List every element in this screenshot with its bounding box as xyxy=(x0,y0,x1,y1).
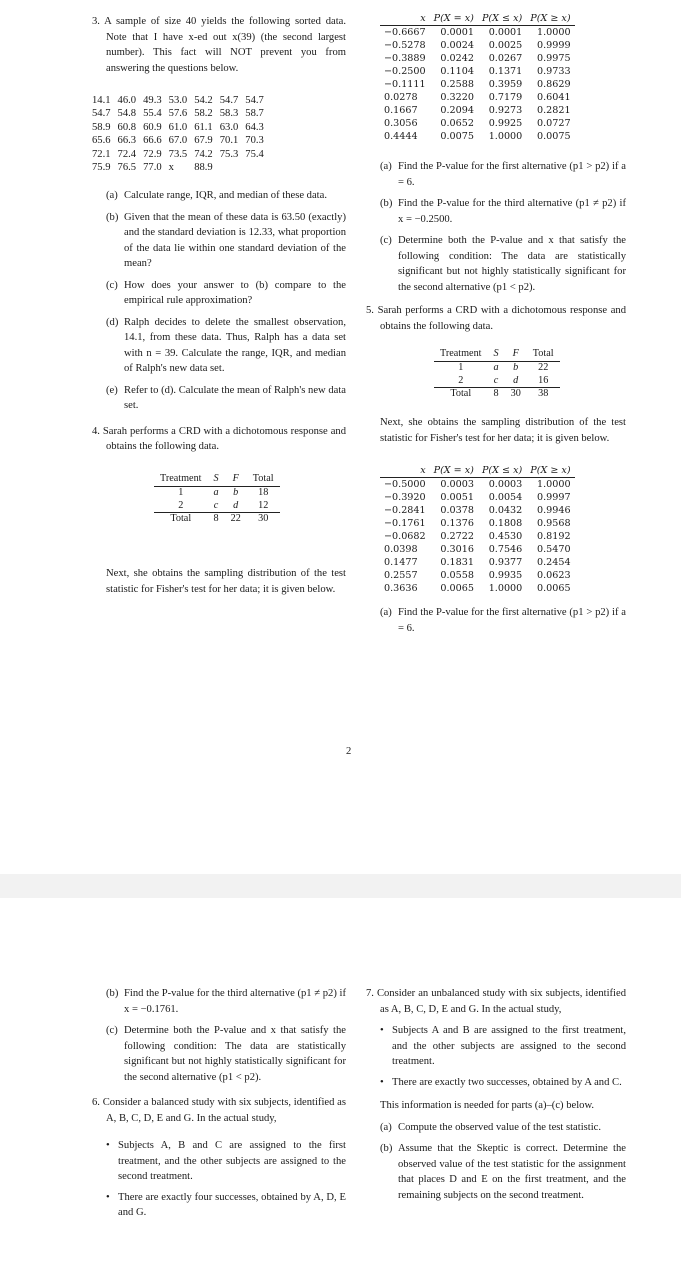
table-cell: 0.0001 xyxy=(488,27,523,38)
data-cell: 58.7 xyxy=(245,108,264,120)
table-cell: 0.1808 xyxy=(488,518,523,530)
column-header: F xyxy=(505,348,527,361)
column-header: P(X = x) xyxy=(430,464,478,478)
table-cell: 0.9935 xyxy=(488,570,523,582)
question-part xyxy=(380,159,626,190)
bullet-item xyxy=(366,1023,626,1070)
data-cell: 70.3 xyxy=(245,135,264,147)
table-cell: 0.0065 xyxy=(537,583,571,595)
total-cell: 22 xyxy=(225,513,247,526)
q3-intro: 3. A sample of size 40 yields the following sorted data. Note that I have x-ed out x(39) (the second largest number). This fact will NOT prevent you from answering the questions below. xyxy=(92,16,346,74)
total-cell: Total xyxy=(154,513,208,526)
table-cell: −0.3889 xyxy=(384,53,426,64)
data-cell: 66.3 xyxy=(117,135,137,147)
table-cell: 0.3959 xyxy=(488,79,523,90)
part-text: Find the P-value for the first alternative (p1 > p2) if a = 6. xyxy=(398,607,626,634)
data-row xyxy=(92,134,271,147)
table-cell: 0.5470 xyxy=(537,544,571,556)
table-cell: 0.0558 xyxy=(440,570,474,582)
data-cell: 49.3 xyxy=(143,95,162,106)
table-row xyxy=(380,491,575,504)
part-label: (c) xyxy=(380,235,392,246)
bullet-icon: • xyxy=(106,1191,110,1203)
table-cell: 0.1831 xyxy=(440,557,474,569)
column-header: F xyxy=(225,473,247,486)
part-text: Find the P-value for the third alternative (p1 ≠ p2) if x = −0.2500. xyxy=(398,198,626,225)
question-part xyxy=(106,188,346,204)
table-cell: 0.2454 xyxy=(537,557,571,569)
question-part xyxy=(106,315,346,377)
table-cell: d xyxy=(233,499,239,511)
q5-intro: 5. Sarah performs a CRD with a dichotomous response and obtains the following data. xyxy=(366,305,626,332)
data-row xyxy=(92,121,271,134)
table-cell: 22 xyxy=(538,361,549,373)
table-cell: 0.2722 xyxy=(440,531,474,543)
bullet-text: Subjects A, B and C are assigned to the first treatment, and the other subjects are assigned to the second treatment. xyxy=(118,1140,346,1182)
table-cell: 0.3636 xyxy=(384,583,418,595)
part-text: Find the P-value for the third alternative (p1 ≠ p2) if x = −0.1761. xyxy=(124,988,346,1015)
table-cell: b xyxy=(513,361,519,373)
data-cell: 72.1 xyxy=(92,148,111,160)
table-cell: 0.8629 xyxy=(537,79,571,90)
part-text: Compute the observed value of the test statistic. xyxy=(398,1121,601,1133)
part-label: (e) xyxy=(106,384,118,396)
table-cell: 0.0267 xyxy=(488,53,523,64)
bullet-icon: • xyxy=(380,1025,384,1036)
part-label: (a) xyxy=(380,161,392,172)
data-cell: 58.2 xyxy=(194,108,213,120)
table-row xyxy=(380,130,575,143)
table-cell: 0.9975 xyxy=(537,53,571,64)
data-cell: 67.0 xyxy=(168,135,188,147)
data-cell: 63.0 xyxy=(219,121,239,133)
total-cell: 30 xyxy=(247,513,280,526)
data-cell: 72.4 xyxy=(117,148,137,160)
table-cell: 0.9568 xyxy=(537,518,571,530)
table-row xyxy=(380,78,575,91)
table-cell: 0.0003 xyxy=(488,479,523,491)
table-row xyxy=(380,117,575,130)
table-row xyxy=(380,478,575,492)
table-row xyxy=(380,91,575,104)
data-cell: 57.6 xyxy=(168,108,188,120)
table-cell: −0.5000 xyxy=(384,479,426,491)
table-row xyxy=(380,65,575,78)
table-cell: 1.0000 xyxy=(537,27,571,38)
table-cell: −0.1111 xyxy=(384,79,426,90)
part-label: (a) xyxy=(380,1121,392,1133)
table-row xyxy=(380,543,575,556)
table-cell: −0.2500 xyxy=(384,66,426,77)
table-cell: 0.3016 xyxy=(440,544,474,556)
column-header: x xyxy=(380,464,430,478)
data-cell: 54.8 xyxy=(117,108,137,120)
table-cell: a xyxy=(493,361,499,373)
part-text: Determine both the P-value and x that satisfy the following condition: The data are statistically significant but not highly statistically significant for the second alternative (p1 < p2). xyxy=(398,235,626,293)
table-cell: 0.9999 xyxy=(537,40,571,51)
data-cell: 72.9 xyxy=(143,148,162,160)
q7-bullet-list xyxy=(366,1023,626,1090)
part-text: Assume that the Skeptic is correct. Determine the observed value of the test statistic for the assignment that places D and E on the first treatment, and the remaining subjects on the second treatment. xyxy=(398,1143,626,1201)
right-column xyxy=(366,12,626,642)
table-cell: 0.0001 xyxy=(440,27,474,38)
q4-distribution-table xyxy=(380,12,575,143)
table-cell: −0.0682 xyxy=(384,531,426,543)
data-cell: 54.2 xyxy=(194,95,213,106)
data-cell: 88.9 xyxy=(194,162,213,174)
total-cell: 8 xyxy=(488,388,505,401)
data-cell: 54.7 xyxy=(92,108,111,120)
data-cell: 75.9 xyxy=(92,162,111,174)
header-row xyxy=(154,473,280,486)
table-cell: 0.9273 xyxy=(488,105,523,116)
bullet-icon: • xyxy=(380,1076,384,1088)
table-cell: 0.0075 xyxy=(537,131,571,142)
part-text: Determine both the P-value and x that satisfy the following condition: The data are statistically significant but not highly statistically significant for the second alternative (p1 < p2). xyxy=(124,1025,346,1083)
column-header: P(X ≤ x) xyxy=(478,464,526,478)
data-cell xyxy=(220,161,246,174)
bullet-item xyxy=(366,1075,626,1091)
total-row xyxy=(154,513,280,526)
q4-intro: 4. Sarah performs a CRD with a dichotomous response and obtains the following data. xyxy=(92,425,346,453)
part-label: (c) xyxy=(106,1025,118,1036)
bullet-text: There are exactly two successes, obtained by A and C. xyxy=(392,1076,622,1088)
q5-contingency-table xyxy=(434,348,560,401)
table-cell: 0.8192 xyxy=(537,531,571,543)
table-cell: 0.0623 xyxy=(537,570,571,582)
table-row xyxy=(434,361,560,374)
right-column-2 xyxy=(366,986,626,1209)
table-cell: 0.1376 xyxy=(440,518,474,530)
table-cell: 0.1104 xyxy=(440,66,474,77)
total-cell: 8 xyxy=(208,513,225,526)
part-label: (a) xyxy=(380,607,392,619)
table-cell: 0.4530 xyxy=(488,531,523,543)
table-cell: 0.2557 xyxy=(384,570,418,582)
table-cell: d xyxy=(513,374,519,386)
data-cell: 53.0 xyxy=(168,95,188,106)
table-cell: a xyxy=(213,486,219,498)
q5-parts-continued xyxy=(92,986,346,1085)
table-cell: 2 xyxy=(458,374,464,386)
table-cell: 0.0054 xyxy=(488,492,523,504)
table-row xyxy=(380,504,575,517)
data-cell: 60.9 xyxy=(143,121,162,133)
table-cell: 0.0278 xyxy=(384,92,418,103)
table-cell: 0.2588 xyxy=(440,79,474,90)
part-label: (b) xyxy=(106,988,119,999)
table-cell: 1 xyxy=(178,486,184,498)
column-header: P(X ≥ x) xyxy=(526,464,574,478)
part-text: Given that the mean of these data is 63.50 (exactly) and the standard deviation is 12.33, what proportion of the data lie within one standard deviation of the mean? xyxy=(124,211,346,270)
q6-bullet-list xyxy=(92,1138,346,1221)
q3-data-grid xyxy=(92,94,271,174)
table-row xyxy=(380,39,575,52)
data-cell: 75.3 xyxy=(219,148,239,160)
column-header: Treatment xyxy=(434,348,488,361)
question-part xyxy=(106,210,346,272)
table-row xyxy=(380,104,575,117)
table-cell: 0.7546 xyxy=(488,544,523,556)
q6-intro: 6. Consider a balanced study with six subjects, identified as A, B, C, D, E and G. In the actual study, xyxy=(92,1097,346,1124)
table-cell: 0.0024 xyxy=(440,40,474,51)
left-column-2 xyxy=(92,986,346,1226)
table-cell: 0.0075 xyxy=(440,131,474,142)
data-cell: 76.5 xyxy=(117,162,137,174)
table-cell: 18 xyxy=(258,486,269,498)
table-cell: 0.0242 xyxy=(440,53,474,64)
table-row xyxy=(380,530,575,543)
part-text: Find the P-value for the first alternative (p1 > p2) if a = 6. xyxy=(398,161,626,188)
table-cell: 0.0398 xyxy=(384,544,418,556)
question-part xyxy=(106,986,346,1017)
table-row xyxy=(380,517,575,530)
data-row xyxy=(92,107,271,120)
bullet-text: Subjects A and B are assigned to the first treatment, and the other subjects are assigned to the second treatment. xyxy=(392,1025,626,1067)
part-label: (d) xyxy=(106,316,119,328)
data-cell: x xyxy=(168,162,174,174)
question-part xyxy=(380,1141,626,1203)
column-header: S xyxy=(488,348,505,361)
data-row xyxy=(92,161,271,174)
table-cell: 0.7179 xyxy=(488,92,523,103)
table-cell: 0.4444 xyxy=(384,131,418,142)
table-cell: c xyxy=(493,374,499,386)
q4-parts xyxy=(366,159,626,295)
table-cell: 0.2821 xyxy=(537,105,571,116)
page-number: 2 xyxy=(346,746,352,757)
data-cell: 65.6 xyxy=(92,135,111,147)
q7-intro: 7. Consider an unbalanced study with six subjects, identified as A, B, C, D, E and G. In the actual study, xyxy=(366,988,626,1015)
data-cell: 75.4 xyxy=(245,148,264,160)
table-cell: −0.3920 xyxy=(384,492,426,504)
data-cell: 61.1 xyxy=(194,121,213,133)
bullet-text: There are exactly four successes, obtained by A, D, E and G. xyxy=(118,1191,346,1218)
table-row xyxy=(380,556,575,569)
question-part xyxy=(380,196,626,227)
table-cell: 0.2094 xyxy=(440,105,474,116)
question-part xyxy=(106,383,346,414)
left-column xyxy=(92,14,346,603)
data-cell xyxy=(245,161,271,174)
table-cell: 12 xyxy=(258,499,269,511)
table-cell: 0.0051 xyxy=(440,492,474,504)
table-cell: 0.1477 xyxy=(384,557,418,569)
part-text: Ralph decides to delete the smallest observation, 14.1, from these data. Thus, Ralph has a data set with n = 39. Calculate the range, IQR, and median of Ralph's new data set. xyxy=(124,316,346,375)
table-cell: 1.0000 xyxy=(488,131,523,142)
table-cell: 0.0378 xyxy=(440,505,474,517)
table-row xyxy=(380,26,575,40)
column-header: Treatment xyxy=(154,473,208,486)
q4-next-text: Next, she obtains the sampling distribution of the test statistic for Fisher's test for her data; it is given below. xyxy=(106,568,346,595)
table-cell: 0.0025 xyxy=(488,40,523,51)
table-cell: 0.0432 xyxy=(488,505,523,517)
bullet-item xyxy=(92,1190,346,1221)
data-cell: 58.3 xyxy=(219,108,239,120)
table-cell: 0.0065 xyxy=(440,583,474,595)
table-cell: −0.5278 xyxy=(384,40,426,51)
column-header: x xyxy=(380,12,430,26)
total-cell: Total xyxy=(434,388,488,401)
question-part xyxy=(380,1120,626,1136)
data-cell: 58.9 xyxy=(92,121,111,133)
data-cell: 73.5 xyxy=(168,148,188,160)
column-header: P(X ≤ x) xyxy=(478,12,526,26)
bullet-icon: • xyxy=(106,1140,110,1151)
data-row xyxy=(92,94,271,107)
table-row xyxy=(434,375,560,388)
table-row xyxy=(380,569,575,582)
data-cell: 61.0 xyxy=(168,121,188,133)
table-cell: 0.9377 xyxy=(488,557,523,569)
part-label: (b) xyxy=(380,1143,393,1154)
data-cell: 67.9 xyxy=(194,135,213,147)
column-header: Total xyxy=(247,473,280,486)
data-cell: 64.3 xyxy=(245,121,264,133)
q5-next-text: Next, she obtains the sampling distribution of the test statistic for Fisher's test for her data; it is given below. xyxy=(380,417,626,444)
data-row xyxy=(92,148,271,161)
table-cell: −0.6667 xyxy=(384,27,426,38)
table-cell: 0.0652 xyxy=(440,118,474,129)
part-label: (c) xyxy=(106,279,118,291)
data-cell: 77.0 xyxy=(143,162,162,174)
table-cell: 0.9997 xyxy=(537,492,571,504)
table-cell: 0.3056 xyxy=(384,118,418,129)
column-header: S xyxy=(208,473,225,486)
table-cell: 0.9733 xyxy=(537,66,571,77)
total-cell: 38 xyxy=(527,388,560,401)
q5-part-a xyxy=(366,605,626,636)
data-cell: 70.1 xyxy=(219,135,239,147)
bullet-item xyxy=(92,1138,346,1185)
table-cell: 0.6041 xyxy=(537,92,571,103)
table-cell: c xyxy=(213,499,219,511)
part-label: (a) xyxy=(106,190,118,202)
data-cell: 46.0 xyxy=(117,95,137,106)
table-cell: b xyxy=(233,486,239,498)
part-label: (b) xyxy=(380,198,393,209)
table-cell: 0.9946 xyxy=(537,505,571,517)
data-cell: 54.7 xyxy=(245,95,264,106)
table-row xyxy=(380,52,575,65)
table-cell: 1.0000 xyxy=(488,583,523,595)
header-row xyxy=(434,348,560,361)
table-cell: −0.2841 xyxy=(384,505,426,517)
part-text: Calculate range, IQR, and median of these data. xyxy=(124,190,327,202)
table-row xyxy=(154,500,280,513)
data-cell: 66.6 xyxy=(143,135,162,147)
table-cell: 0.1371 xyxy=(488,66,523,77)
page-2 xyxy=(0,898,681,1280)
data-cell: 74.2 xyxy=(194,148,213,160)
table-row xyxy=(380,582,575,595)
q7-parts xyxy=(366,1120,626,1204)
total-row xyxy=(434,388,560,401)
q3-parts xyxy=(92,188,346,414)
table-cell: −0.1761 xyxy=(384,518,426,530)
part-label: (b) xyxy=(106,211,119,223)
data-cell: 55.4 xyxy=(143,108,162,120)
table-row xyxy=(154,486,280,499)
table-cell: 16 xyxy=(538,374,549,386)
table-cell: 0.0727 xyxy=(537,118,571,129)
part-text: How does your answer to (b) compare to the empirical rule approximation? xyxy=(124,279,346,307)
data-cell: 60.8 xyxy=(117,121,137,133)
data-cell: 54.7 xyxy=(219,95,239,106)
column-header: Total xyxy=(527,348,560,361)
table-cell: 0.3220 xyxy=(440,92,474,103)
column-header: P(X = x) xyxy=(430,12,478,26)
header-row xyxy=(380,464,575,478)
q7-info-text: This information is needed for parts (a)–(c) below. xyxy=(380,1100,595,1111)
question-part xyxy=(106,1023,346,1085)
table-cell: 0.1667 xyxy=(384,105,418,116)
table-cell: 2 xyxy=(178,499,184,511)
header-row xyxy=(380,12,575,26)
table-cell: 0.9925 xyxy=(488,118,523,129)
q4-contingency-table xyxy=(154,473,280,526)
column-header: P(X ≥ x) xyxy=(526,12,574,26)
table-cell: 0.0003 xyxy=(440,479,474,491)
question-part xyxy=(380,233,626,295)
data-cell: 14.1 xyxy=(92,95,111,106)
total-cell: 30 xyxy=(505,388,527,401)
q5-distribution-table xyxy=(380,464,575,595)
question-part xyxy=(106,278,346,309)
part-text: Refer to (d). Calculate the mean of Ralph's new data set. xyxy=(124,384,346,412)
table-cell: 1.0000 xyxy=(537,479,571,491)
table-cell: 1 xyxy=(458,361,464,373)
